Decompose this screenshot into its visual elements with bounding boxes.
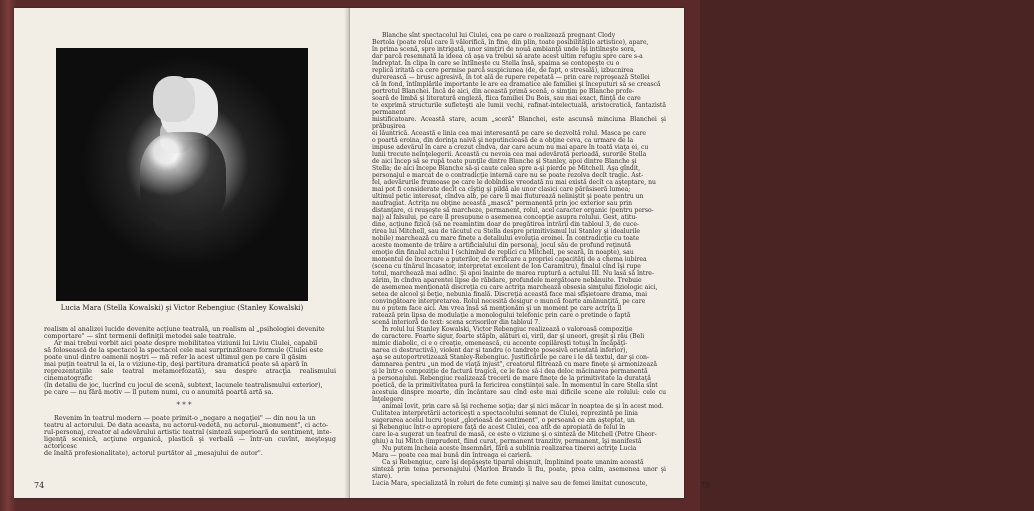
text-line: de înaltă profesionalitate), actorul purtător al „mesajului de autor". — [44, 449, 263, 457]
text-line: aceste momente de trăire a artificialului din personaj, jocul său de profund reţinută — [372, 242, 631, 249]
text-line: poetică, de la primitivitatea pură la fericirea conştiinţei sale. În momentul în care Stella sînt — [372, 382, 658, 389]
text-line: mistificatoare. Această stare, acum „sceră" Blanchei, este ascunsă minciuna Blanchei şi prăbuşirea — [372, 116, 666, 130]
text-line: portretul Blanchei. Încă de aici, din această primă scenă, o simţim pe Blanche profe- — [372, 88, 635, 95]
text-line: că în fond, întîmplările importante le are ea dramatice ale familiei şi începuturi să se crească — [372, 81, 661, 88]
text-line: momentul de încercare a puterilor, de verificare a propriei capacităţi de a chema iubirea — [372, 256, 647, 263]
text-line: distanţare, ci reuşeşte să marcheze, permanent, rolul, acel caracter organic (pentru perso- — [372, 207, 654, 214]
text-line: Culitatea interpretării actoriceşti a spectacolului semnat de Ciulei, reprezintă pe linia — [372, 410, 638, 417]
text-line: emoţie din finalul actului I (schimbul de replici cu Mitchell, pe seară, în noapte), sau — [372, 249, 634, 256]
text-line: Stella; de aici începe Blanche să-şi caute calea spre a-şi pierde pe Mitchell. Aşa gîndit, — [372, 165, 641, 172]
text-line: a personajului. Rebengiuc realizează trecerii de mare fineţe de la primitivitate la durataţă — [372, 375, 651, 382]
text-line: dine, acţiune fizică (să ne reamintim doar de pregătirea intrării din tabloul 3, de cuce- — [372, 221, 640, 228]
text-line: Blanche sînt spectacolul lui Ciulei, cea pe care o realizează pregnant Clody — [382, 32, 616, 39]
text-line: naufragiat. Actriţa nu obţine această „mască" permanentă prin joc exterior sau prin — [372, 200, 632, 207]
text-line: sugerarea acelui lucru ţesut „glorioasă de sentiment", o persoană ce am aşteptat, un — [372, 417, 635, 424]
text-line: te exprimă structurile sufleteşti ale lumii vechi, rafinat-intelectuală, aristocratică, fantazistă permanent — [372, 102, 666, 116]
left-bottom-text — [44, 415, 336, 467]
text-line: şi le într-o compoziţie de factură tragică, ce le face să-i dea deloc măcinarea permanentă — [372, 368, 648, 375]
text-line: mimic diabolic, ci e o creaţie, omenească, cu accente copilăreşti totuşi în încăpăţî- — [372, 340, 628, 347]
text-line: ei lăuntrică. Această e linia cea mai interesantă pe care se dezvoltă rolul. Masca pe care — [372, 130, 646, 137]
text-line: Lucia Mara, specializată în roluri de fete cuminţi şi naive sau de femei limitat cunoscute, — [372, 480, 648, 487]
right-page — [350, 8, 711, 498]
text-line: acestuia dinspre moarte, din încântare sau cînd este mai dificile scene ale rolului: cele cu înţelegere — [372, 389, 666, 403]
text-line: lunii trecute neînţelegerii. Această cu nevoia cea mai adevărată perioadă, surorile Stella — [372, 151, 647, 158]
text-line: personajul e marcat de o contradicţie internă care nu se poate rezolva decît tragic. Ast- — [372, 172, 644, 179]
text-line: de asemenea menţionată discreţia cu care actriţa marchează obsesia simţului fiziologic aici, — [372, 284, 658, 291]
section-divider: * * * — [176, 401, 192, 409]
text-line: de caractere. Foarte sigur, foarte stăpîn, alături ei, viril, dar şi uneori, greşit şi rău (Beli — [372, 333, 645, 340]
text-line: replică iritată ca cere permise parcă suspiciunea (de, de fapt, o stresală), izbucnirea — [372, 67, 634, 74]
text-line: de aici încep să se rupă toate punţile dintre Blanche şi Stanley, apoi dintre Blanche şi — [372, 158, 637, 165]
text-line: nu o putem face aici. Am vrea însă să menţionăm şi un moment pe care actriţa îl — [372, 305, 622, 312]
text-line: Ar mai trebui vorbit aici poate despre mobilitatea viziunii lui Liviu Ciulei, capabil — [54, 339, 318, 347]
text-line: rirea lui Mitchell, sau de tăcutul cu Stella despre primitivismul lui Stanley şi idealurile — [372, 228, 641, 235]
text-line: naj) al falsului, pe care îl presupune o asemenea concepţie asupra rolului. Gest, atitu- — [372, 214, 638, 221]
text-line: impuse adevărul în care a crezut cîndva, dar care acum nu mai apare în toată viaţa ei, cu — [372, 144, 649, 151]
text-line: rul-personaj, creator al adevărului artistic teatral (sinteză superioară de sentiment, inte- — [44, 428, 332, 436]
text-line: (scena cu tînărul încasator, interpretat excelent de Ion Caramitru), finalul cînd îşi rupe — [372, 263, 641, 270]
text-line: ultimul petic interesat, cîndva alb, pe care îl mai fluturează neliniştit şi poate pentru un — [372, 193, 644, 200]
page-number: 75 — [700, 481, 711, 490]
text-line: convingătoare interpretarea. Rolul necesită desigur o muncă foarte amănunţită, pe care — [372, 298, 646, 305]
text-line: să folosească de la spectacol la spectacol cele mai surprinzătoare formule (Ciulei este — [44, 346, 324, 354]
text-line: care le-a sugerat un teatrul de masă, ce este o viziune şi o sinteză de Mitchell (Petre Gheor- — [372, 431, 657, 438]
text-line: în prima scenă, spre intrigată, unor simţiri de nouă ambianţă unde îşi intilneşte sora, — [372, 46, 636, 53]
text-line: comportare" — sînt termenii definiţii metodei sale teatrale. — [44, 332, 237, 340]
text-line: Nu putem încheia aceste însemnări, fără a sublinia realizarea tinerei actriţe Lucia — [382, 445, 637, 452]
page-number: 74 — [34, 481, 45, 490]
text-line: teatru al actorului. De data aceasta, nu actorul-vedetă, nu actorul-„monument", ci acto- — [44, 421, 329, 429]
text-line: ratează prin lipsa de modulaţie a monologului telefonic prin care o pretinde o faptă — [372, 312, 631, 319]
text-line: aşa se autoportretizează Stanley-Rebengiuc. Justificările pe care i le dă textul, dar şi con- — [372, 354, 649, 361]
text-line: dar parcă resemnată la ideea că aşa va trebui să arate acest ultim refugiu spre care s-a — [372, 53, 643, 60]
text-line: Revenim în teatrul modern — poate primit-o „negare a negaţiei" — din nou la un — [54, 414, 316, 422]
text-line: realism al analizei lucide devenite acţiune teatrală, un realism al „psihologiei devenite — [44, 325, 325, 333]
text-line: ghiu) a lui Mitch (imprudent, fiind curat, permanent tranzitiv, permanent, îşi manifestă — [372, 438, 642, 445]
text-line: animal lovit, prin care să îşi recheme soţia; dar şi nici măcar în noaptea de şi în acest mod. — [382, 403, 664, 410]
text-line: scenă interioră de text: scena scrisorilor din tabloul 7. — [372, 319, 541, 326]
text-line: damnarea pentru „un mod de viaţă injust", creatorul filtrează cu mare finețe şi armonizează — [372, 361, 657, 368]
text-line: totul, marchează mai adînc. Şi apoi înainte de marea ruptură a actului III. Nu lasă să între- — [372, 270, 654, 277]
text-line: Bertola (poate rolul care îi vălorifică, în fine, din plin, toate posibilităţile artistice), apare, — [372, 39, 649, 46]
text-line: Mara — poate cea mai bună din întreaga ei carieră. — [372, 452, 532, 459]
text-line: (în detaliu de joc, lucrînd cu jocul de scenă, subtext, lacunele teatralismului exterior), — [44, 381, 323, 389]
text-line: şi Rebengiuc într-o apropiere faţă de acest Ciulei, cea atît de apropiată de felul în — [372, 424, 626, 431]
text-line: nobile) marchează cu mare finețe a detaliului evoluţia eroinei. În contradicţie cu toate — [372, 235, 640, 242]
text-line: poate unul dintre oamenii noştri — mă refer la acest ultimul gen pe care îl găsim — [44, 353, 307, 361]
text-line: ligenţă scenică, acţiune organică, plastică şi verbală — într-un cuvînt, meşteşug actoricesc — [44, 435, 336, 450]
text-line: sinteză prin tema personajului (Marlon Brando îi fiu, poate, prea calm, asemenea unor şi stare). — [372, 466, 666, 480]
text-line: o poartă eroina, din dorinţa naivă şi neputincioasă de a obţine ceva, ca urmare de la — [372, 137, 634, 144]
text-line: fel, adevărurile frumoase pe care le dobîndise vreodată nu mai există decît ca aşteptare, nu — [372, 179, 656, 186]
text-line: durerească — brusc agresivă, în tot ală de rupere repetată — prin care reproşează Stellei — [372, 74, 650, 81]
text-line: Ca şi Rebengiuc, care îşi depăşeşte tiparul obişnuit, împlinind poate unanim această — [382, 459, 644, 466]
left-page — [14, 8, 350, 498]
text-line: soară de limbă şi literatură engleză, fiica familiei Du Bois, sau mai exact, fiinţă de care — [372, 95, 641, 102]
text-line: reprezentaţiile sale teatral metamorfozată), sau despre atracţia realismului cinematografic — [44, 367, 336, 382]
text-line: mai puţin teatrul la ei, la o viziune-tip, deşi partitura dramatică poate să apară în — [44, 360, 308, 368]
photo — [56, 48, 308, 301]
text-line: mai pot fi considerate decît ca cîştig şi pildă ale unor clasici care părăsiseră lumea; — [372, 186, 631, 193]
text-line: setea de alcool şi beţie, nebunia finală. Discreţia această face mai sfîşietoare drama, mai — [372, 291, 648, 298]
text-line: pe care — nu fără motiv — îl putem numi, cu o anumită poartă artă sa. — [44, 388, 274, 396]
text-line: narea ci destructivă), violent dar şi tandru (o tandreţe posesivă orientată inferior), — [372, 347, 628, 354]
right-text-block — [372, 32, 666, 487]
text-line: zărim, în cîndva aparentei lipse de răbdare, profundele mergătoare nebănuite. Trebuie — [372, 277, 642, 284]
photo-caption: Lucia Mara (Stella Kowalski) şi Victor Rebengiuc (Stanley Kowalski) — [60, 304, 304, 312]
text-line: În rolul lui Stanley Kowalski, Victor Rebengiuc realizează o valoroasă compoziţie — [382, 326, 633, 333]
text-line: îndreptat. În clipa în care se întîlneşte cu Stella însă, spaima se contopeşte cu o — [372, 60, 620, 67]
